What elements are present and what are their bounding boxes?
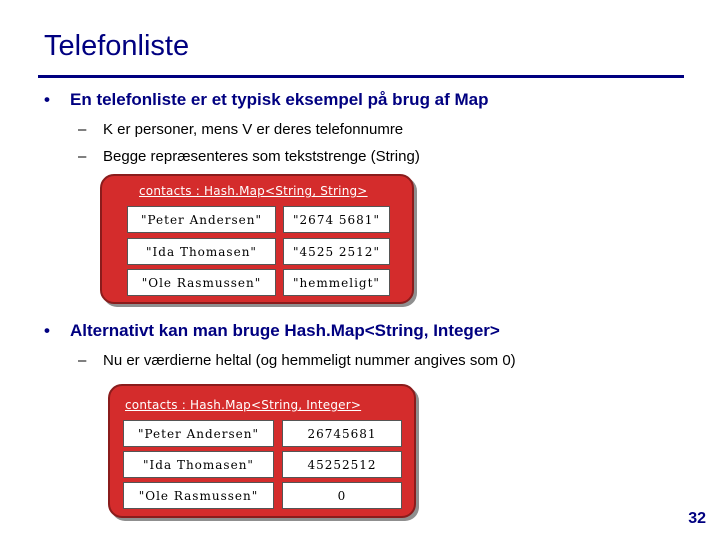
sub-bullet-text: K er personer, mens V er deres telefonnumre — [103, 121, 404, 138]
map-key-cell: "Ida Thomasen" — [123, 451, 274, 478]
map-diagram-string — [100, 174, 414, 304]
title-divider — [38, 75, 684, 78]
map-value-cell: 26745681 — [282, 420, 402, 447]
sub-bullet-marker: – — [78, 148, 87, 165]
map-diagram-integer — [108, 384, 416, 518]
map-value-cell: "2674 5681" — [283, 206, 390, 233]
map-key-cell: "Ole Rasmussen" — [127, 269, 276, 296]
sub-bullet-text: Nu er værdierne heltal (og hemmeligt nummer angives som 0) — [103, 352, 516, 369]
map-label: contacts : Hash.Map<String, Integer> — [125, 398, 362, 412]
sub-bullet-text: Begge repræsenteres som tekststrenge (String) — [103, 148, 420, 165]
map-value-cell: "4525 2512" — [283, 238, 390, 265]
bullet-marker: • — [44, 321, 50, 340]
map-value-cell: 45252512 — [282, 451, 402, 478]
bullet-marker: • — [44, 90, 50, 109]
bullet-text: En telefonliste er et typisk eksempel på brug af Map — [70, 90, 489, 109]
map-value-cell: 0 — [282, 482, 402, 509]
map-key-cell: "Peter Andersen" — [123, 420, 274, 447]
sub-bullet-marker: – — [78, 352, 87, 369]
map-value-cell: "hemmeligt" — [283, 269, 390, 296]
sub-bullet-marker: – — [78, 121, 87, 138]
bullet-text: Alternativt kan man bruge Hash.Map<String, Integer> — [70, 321, 500, 340]
map-key-cell: "Peter Andersen" — [127, 206, 276, 233]
map-label: contacts : Hash.Map<String, String> — [139, 184, 368, 198]
map-key-cell: "Ole Rasmussen" — [123, 482, 274, 509]
slide-title: Telefonliste — [44, 30, 190, 62]
page-number: 32 — [688, 510, 706, 527]
map-key-cell: "Ida Thomasen" — [127, 238, 276, 265]
